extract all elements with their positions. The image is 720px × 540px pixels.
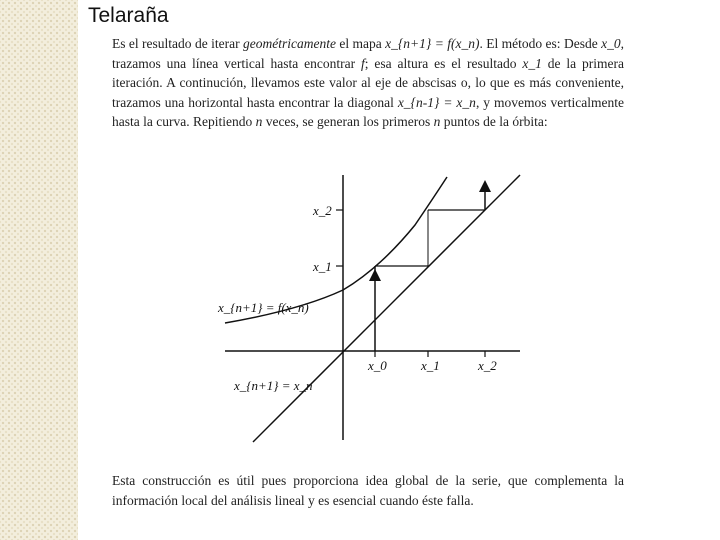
- x1-symbol: x_1: [522, 55, 542, 71]
- y-label-x1: x_1: [313, 259, 332, 274]
- f-symbol: f: [361, 55, 365, 71]
- n-symbol: n: [255, 114, 263, 129]
- intro-text-5: ; esa altura es el resultado: [364, 55, 523, 71]
- y-label-x2: x_2: [313, 203, 332, 218]
- intro-text-3: . El método es: Desde: [479, 36, 602, 51]
- intro-text-8: veces, se generan los primeros: [262, 114, 434, 129]
- intro-emphasis: geométricamente: [242, 36, 336, 51]
- slide-title: Telaraña: [88, 4, 169, 27]
- intro-text-6: de la primera iteración. A continución, llevamos este valor al eje de abscisas o, lo que es más conveniente, trazamos una horizontal hasta encontrar la diagonal: [112, 55, 624, 110]
- diagonal-equation: x_{n-1} = x_n: [397, 94, 476, 110]
- curve-label: x_{n+1} = f(x_n): [218, 300, 309, 315]
- intro-text-7: , y movemos verticalmente hasta la curva. Repitiendo: [112, 94, 624, 129]
- x-label-x2: x_2: [478, 358, 497, 373]
- x0-symbol: x_0: [601, 36, 621, 51]
- diagonal-label: x_{n+1} = x_n: [234, 378, 313, 393]
- intro-text-1: Es el resultado de iterar: [112, 36, 243, 51]
- x-label-x1: x_1: [421, 358, 440, 373]
- intro-text-2: el mapa: [335, 36, 386, 51]
- map-equation: x_{n+1} = f(x_n): [385, 36, 480, 51]
- x-label-x0: x_0: [368, 358, 387, 373]
- conclusion-paragraph: Esta construcción es útil pues proporciona idea global de la serie, que complementa la información local del análisis lineal y es esencial cuando éste falla.: [112, 473, 624, 508]
- n-symbol-2: n: [433, 114, 441, 129]
- intro-text-9: puntos de la órbita:: [440, 114, 548, 129]
- intro-text-4: , trazamos una línea vertical hasta encontrar: [112, 36, 624, 71]
